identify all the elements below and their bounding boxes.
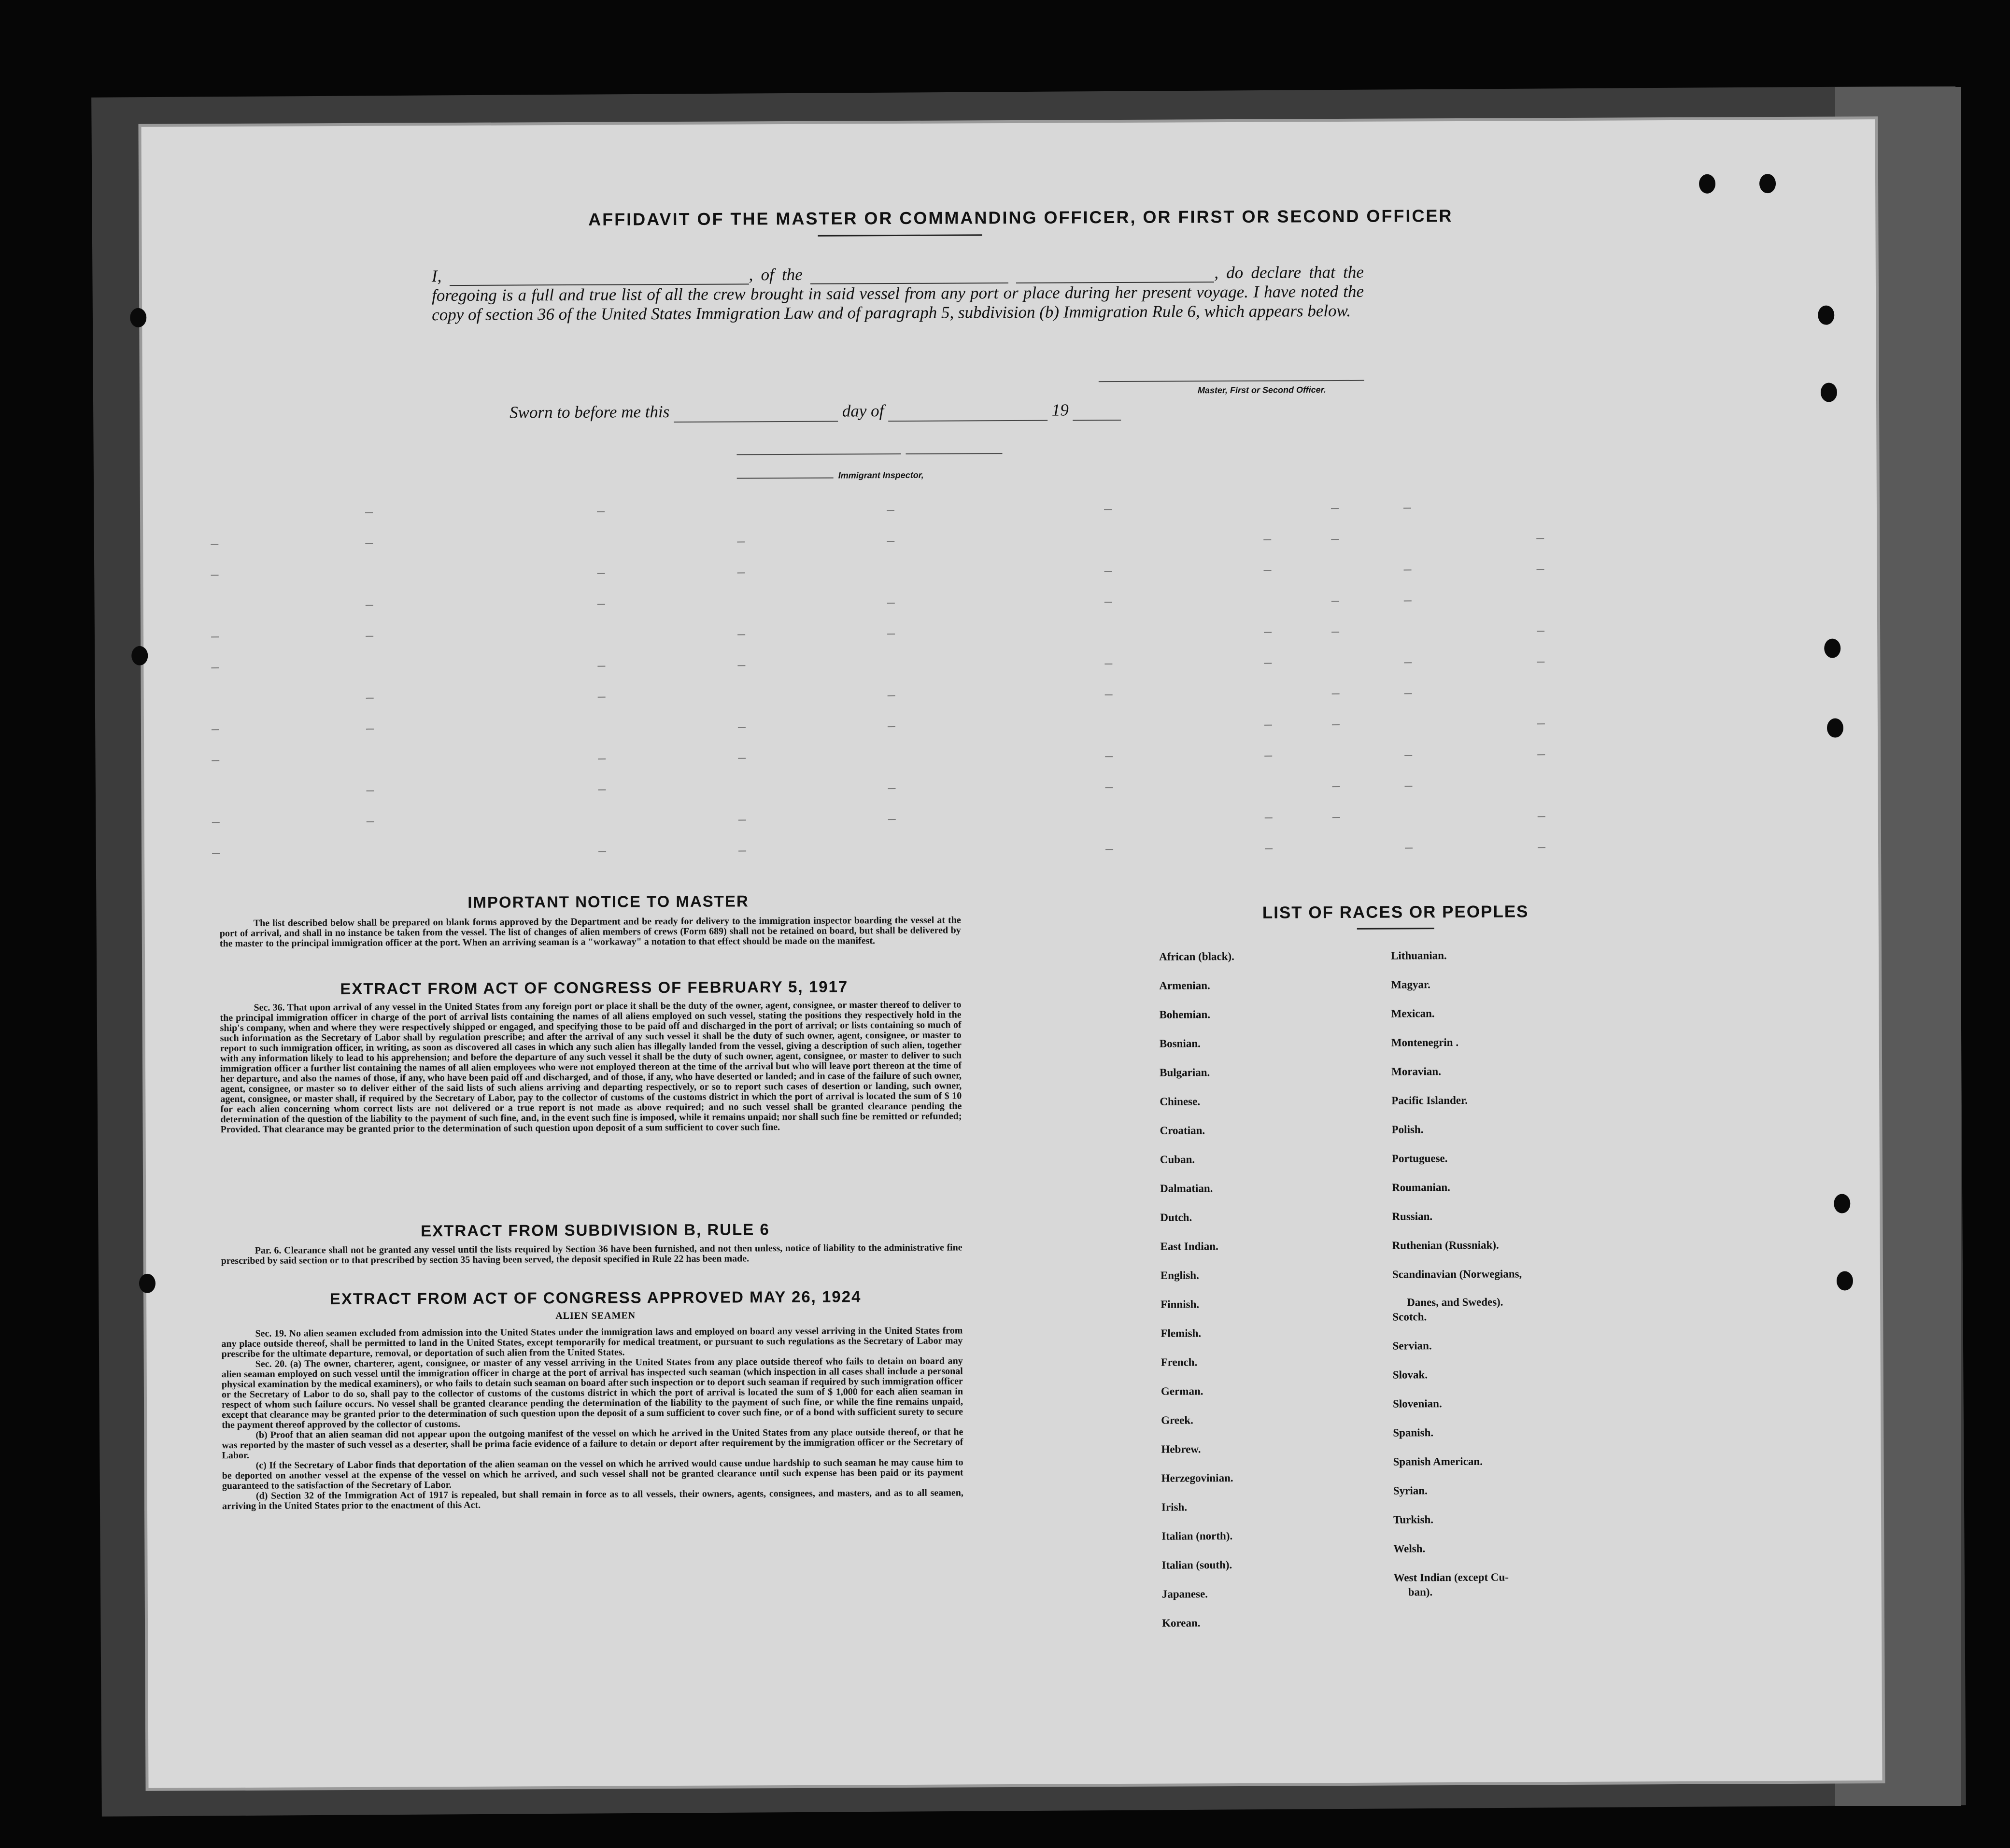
faint-dash: [1104, 663, 1112, 664]
faint-dash: [367, 790, 374, 791]
faint-dash: [1538, 816, 1545, 817]
faint-dash: [738, 727, 746, 728]
faint-dash: [1536, 538, 1544, 539]
race-item: Lithuanian.: [1390, 949, 1447, 962]
master-signature-line[interactable]: [1099, 380, 1364, 382]
sworn-month-field[interactable]: [888, 401, 1047, 422]
faint-dash: [738, 819, 746, 820]
race-item: Pacific Islander.: [1391, 1094, 1468, 1107]
faint-dash: [737, 665, 745, 666]
punch-hole: [130, 308, 146, 327]
race-item: ban).: [1408, 1586, 1433, 1598]
declaration-text: that the foregoing is a full and true list of all the crew brought in said vessel from any port or place during her present voyage. I have noted the copy of section 36 of the United States Immigration Law and of paragraph 5, subdivision (b) Immigration Rule 6, which appears below.: [431, 262, 1364, 324]
race-item: Ruthenian (Russniak).: [1392, 1239, 1499, 1252]
faint-dash: [1537, 662, 1544, 663]
faint-dash: [211, 575, 219, 576]
faint-dash: [597, 666, 605, 667]
faint-dash: [1105, 787, 1113, 788]
race-item: West Indian (except Cu-: [1393, 1571, 1509, 1584]
race-item: Greek.: [1161, 1414, 1193, 1426]
faint-dash: [211, 667, 219, 668]
faint-dash: [1537, 631, 1544, 632]
inspector-signature-line-2[interactable]: [906, 453, 1002, 454]
race-item: Mexican.: [1391, 1007, 1435, 1020]
faint-dash: [366, 698, 374, 699]
race-item: Montenegrin .: [1391, 1036, 1459, 1049]
faint-dash: [598, 851, 606, 852]
faint-dash: [887, 603, 895, 604]
faint-dash: [1331, 508, 1339, 509]
faint-dash: [1264, 663, 1272, 664]
faint-dash: [887, 634, 895, 635]
faint-dash: [1404, 693, 1412, 694]
faint-dash: [1105, 756, 1113, 757]
title-underline: [818, 234, 982, 236]
faint-dash: [1265, 848, 1273, 849]
faint-dash: [887, 541, 894, 542]
race-item: Finnish.: [1161, 1298, 1200, 1311]
race-item: Servian.: [1392, 1340, 1432, 1352]
race-item: Herzegovinian.: [1161, 1472, 1233, 1484]
race-item: Cuban.: [1160, 1153, 1195, 1166]
sec20a-text: Sec. 20. (a) The owner, charterer, agent, consignee, or master of any vessel arriving in the United States from any place outside thereof who fails to detain on board any alien seaman employed on such vessel until the immigration officer in charge at the port of arrival has inspected such seaman (which inspection in all cases shall include a personal physical examination by the medical examiners), or who fails to detain such seaman on board after such inspection or to deport such seaman if required by such immigration officer or the Secretary of Labor to do so, shall pay to the collector of customs of the customs district in which the port of arrival is located the sum of $ 1,000 for each alien seaman in respect of whom such failure occurs. No vessel shall be granted clearance pending the determination of the liability to the payment of such fine, or while the fine remains unpaid, except that clearance may be granted prior to the determination of such question upon the deposit of a sum sufficient to cover such fine, or of a bond with sufficient surety to secure the payment thereof approved by the collector of customs.: [221, 1355, 963, 1431]
race-item: Hebrew.: [1161, 1443, 1201, 1455]
vessel-field[interactable]: [810, 263, 1008, 284]
punch-hole: [139, 1274, 156, 1293]
sec20c-text: (c) If the Secretary of Labor finds that deportation of the alien seaman on the vessel on which he arrived would cause undue hardship to such seaman he may cause him to be deported on another vessel at the expense of the vessel on which he arrived, and such vessel shall not be granted clearance until such expense has been paid or its payment guaranteed to the satisfaction of the Secretary of Labor.: [222, 1457, 963, 1492]
faint-dash: [212, 822, 220, 823]
faint-dash: [597, 511, 605, 512]
race-item: Japanese.: [1161, 1588, 1208, 1600]
race-item: Polish.: [1391, 1123, 1424, 1136]
faint-dash: [598, 697, 606, 698]
races-title-underline: [1357, 928, 1434, 930]
faint-dash: [1404, 569, 1412, 570]
race-item: Bohemian.: [1159, 1008, 1211, 1021]
faint-dash: [367, 821, 374, 822]
faint-dash: [888, 788, 896, 789]
notice-title: IMPORTANT NOTICE TO MASTER: [467, 892, 749, 911]
faint-dash: [1105, 694, 1113, 695]
faint-dash: [212, 729, 219, 730]
race-item: Scotch.: [1392, 1311, 1427, 1323]
punch-hole: [1837, 1271, 1853, 1290]
faint-dash: [598, 759, 606, 760]
sec20b-text: (b) Proof that an alien seaman did not appear upon the outgoing manifest of the vessel on which he arrived in the United States from any place outside thereof, or that he was reported by the master of such vessel as a deserter, shall be prima facie evidence of a failure to detain or deport after requirement by the immigration officer or the Secretary of Labor.: [222, 1426, 963, 1461]
race-item: Roumanian.: [1392, 1181, 1450, 1194]
race-item: Korean.: [1161, 1617, 1201, 1629]
faint-dash: [1331, 632, 1339, 633]
faint-dash: [1105, 849, 1113, 850]
race-item: African (black).: [1159, 950, 1234, 963]
race-item: German.: [1161, 1385, 1203, 1397]
faint-dash: [1404, 786, 1412, 787]
race-item: English.: [1160, 1269, 1199, 1282]
punch-hole: [1821, 383, 1837, 402]
master-signature-label: Master, First or Second Officer.: [1197, 385, 1326, 395]
affidavit-declaration: [432, 262, 1364, 324]
faint-dash: [1331, 539, 1339, 540]
faint-dash: [1264, 570, 1272, 571]
faint-dash: [738, 850, 746, 851]
race-item: Bosnian.: [1159, 1037, 1201, 1050]
faint-dash: [737, 541, 745, 542]
inspector-name-line[interactable]: [737, 478, 834, 479]
faint-dash: [1404, 662, 1412, 663]
faint-dash: [888, 726, 895, 727]
race-item: Moravian.: [1391, 1065, 1441, 1078]
punch-hole: [1834, 1194, 1850, 1213]
race-item: Slovenian.: [1393, 1397, 1442, 1410]
faint-dash: [1537, 754, 1545, 755]
race-item: Armenian.: [1159, 979, 1210, 992]
faint-dash: [366, 729, 374, 730]
punch-hole: [131, 646, 148, 665]
race-item: Italian (north).: [1161, 1530, 1233, 1542]
sec20d-text: (d) Section 32 of the Immigration Act of 1917 is repealed, but shall remain in force as to all vessels, their owners, agents, consignees, and masters, and as to all seamen, arriving in the United States prior to the enactment of this Act.: [222, 1487, 963, 1512]
faint-dash: [1104, 602, 1112, 603]
faint-dash: [212, 853, 220, 854]
year-field[interactable]: [1073, 400, 1121, 421]
inspector-signature-line[interactable]: [736, 453, 901, 455]
day-of-label: day of: [842, 401, 884, 421]
faint-dash: [1104, 509, 1112, 510]
race-item: Welsh.: [1393, 1542, 1426, 1555]
extract-1917-text: Sec. 36. That upon arrival of any vessel in the United States from any foreign port or place it shall be the duty of the owner, agent, consignee, or master thereof to deliver to the principal immigration officer in charge of the port of arrival lists containing the names of all aliens employed on such vessel, stating the positions they respectively hold in the ship's company, when and where they were respectively shipped or engaged, and specifying those to be paid off and discharged in the port of arrival; or lists containing so much of such information as the Secretary of Labor shall by regulation prescribe; and after the arrival of any such vessel it shall be the duty of such owner, agent, consignee, or master to report to such immigration officer, in writing, as soon as discovered all cases in which any such alien has illegally landed from the vessel, giving a description of such alien, together with any information likely to lead to his apprehension; and before the departure of any such vessel it shall be the duty of such owner, agent, consignee, or master to deliver to such immigration officer a further list containing the names of all alien employees who were not employed thereon at the time of the arrival but who will leave port thereon at the time of her departure, and also the names of those, if any, who have been paid off and discharged, and of those, if any, who have deserted or landed; and in case of the failure of such owner, agent, consignee, or master so to deliver either of the said lists of such aliens arriving and departing respectively, or so to report such cases of desertion or landing, such owner, agent, consignee, or master shall, if required by the Secretary of Labor, pay to the collector of customs of the customs district in which the port of arrival is located the sum of $ 10 for each alien concerning whom correct lists are not delivered or a true report is not made as above required; and no such vessel shall be granted clearance pending the determination of the question of the liability to the payment of such fine, and, in the event such fine is imposed, while it remains unpaid; nor shall such fine be remitted or refunded; Provided. That clearance may be granted prior to the determination of such question upon deposit of a sum sufficient to cover such fine.: [220, 999, 962, 1135]
punch-hole: [1827, 718, 1843, 737]
race-item: Dutch.: [1160, 1211, 1192, 1224]
faint-dash: [211, 636, 219, 637]
faint-dash: [1404, 600, 1412, 601]
race-item: Chinese.: [1160, 1095, 1201, 1108]
faint-dash: [1537, 569, 1544, 570]
notice-text: The list described below shall be prepared on blank forms approved by the Department and be ready for delivery to the immigration inspector boarding the vessel at the port of arrival, and shall in no instance be taken from the vessel. The list of changes of alien members of crews (Form 689) shall not be retained on board, but shall be delivered by the master to the principal immigration officer at the port. When an arriving seaman is a "workaway" a notation to that effect should be made on the manifest.: [219, 915, 961, 949]
faint-dash: [738, 758, 746, 759]
do-declare-label: , do declare: [1214, 263, 1302, 282]
extract-1924-title: EXTRACT FROM ACT OF CONGRESS APPROVED MAY 26, 1924: [329, 1287, 862, 1308]
i-label: I,: [431, 267, 442, 286]
sworn-text: Sworn to before me this: [510, 402, 670, 422]
race-item: Scandinavian (Norwegians,: [1392, 1268, 1522, 1281]
race-item: East Indian.: [1160, 1240, 1218, 1253]
faint-dash: [887, 510, 894, 511]
race-item: Irish.: [1161, 1501, 1188, 1513]
race-item: Croatian.: [1160, 1124, 1205, 1137]
faint-dash: [1104, 571, 1112, 572]
race-item: Russian.: [1392, 1210, 1433, 1223]
faint-dash: [1331, 601, 1339, 602]
punch-hole: [1759, 174, 1776, 193]
race-item: French.: [1161, 1356, 1198, 1368]
faint-dash: [888, 819, 896, 820]
faint-dash: [366, 605, 373, 606]
faint-dash: [1538, 847, 1545, 848]
race-item: Bulgarian.: [1160, 1066, 1210, 1079]
race-item: Flemish.: [1161, 1327, 1202, 1340]
race-item: Turkish.: [1393, 1513, 1434, 1526]
extract-1924-body: [221, 1326, 963, 1511]
extract-1917-title: EXTRACT FROM ACT OF CONGRESS OF FEBRUARY 5, 1917: [340, 977, 849, 998]
name-field[interactable]: [449, 264, 749, 286]
punch-hole: [1818, 306, 1834, 325]
faint-dash: [888, 695, 895, 696]
race-item: Dalmatian.: [1160, 1182, 1213, 1195]
race-item: Magyar.: [1391, 978, 1430, 991]
faint-dash: [737, 634, 745, 635]
faint-dash: [365, 512, 373, 513]
faint-dash: [597, 573, 605, 574]
faint-dash: [211, 544, 218, 545]
faint-dash: [737, 572, 745, 573]
extract-1924-subtitle: ALIEN SEAMEN: [555, 1310, 636, 1322]
affidavit-title: AFFIDAVIT OF THE MASTER OR COMMANDING OFFICER, OR FIRST OR SECOND OFFICER: [588, 205, 1453, 229]
extract-rule6-title: EXTRACT FROM SUBDIVISION B, RULE 6: [421, 1220, 770, 1240]
race-item: Syrian.: [1393, 1484, 1428, 1497]
races-title: LIST OF RACES OR PEOPLES: [1262, 902, 1529, 922]
faint-dash: [1405, 847, 1413, 848]
race-item: Portuguese.: [1391, 1152, 1448, 1165]
race-item: Danes, and Swedes).: [1407, 1296, 1503, 1309]
faint-dash: [365, 543, 373, 544]
race-item: Spanish American.: [1393, 1455, 1483, 1468]
faint-dash: [1264, 725, 1272, 726]
of-the-label: , of the: [749, 265, 803, 284]
race-item: Spanish.: [1393, 1426, 1434, 1439]
faint-dash: [1332, 817, 1340, 818]
punch-hole: [1699, 174, 1715, 194]
race-item: Slovak.: [1392, 1368, 1428, 1381]
manifest-page: [142, 119, 1883, 1788]
faint-dash: [1332, 724, 1340, 725]
faint-dash: [597, 604, 605, 605]
faint-dash: [1404, 755, 1412, 756]
punch-hole: [1824, 639, 1840, 658]
inspector-label: Immigrant Inspector,: [838, 470, 924, 480]
year-prefix: 19: [1051, 400, 1069, 420]
sworn-statement: [510, 400, 1121, 423]
sworn-day-field[interactable]: [674, 402, 838, 423]
faint-dash: [1537, 723, 1545, 724]
faint-dash: [1264, 632, 1272, 633]
faint-dash: [1332, 693, 1340, 694]
race-item: Italian (south).: [1161, 1559, 1232, 1571]
faint-dash: [1264, 756, 1272, 757]
faint-dash: [212, 760, 219, 761]
extract-rule6-text: Par. 6. Clearance shall not be granted any vessel until the lists required by Section 36 have been furnished, and not then unless, notice of liability to the administrative fine prescribed by said section or to that prescribed by section 35 having been served, the deposit specified in Rule 22 has been made.: [221, 1242, 963, 1267]
faint-dash: [366, 636, 373, 637]
sec19-text: Sec. 19. No alien seamen excluded from admission into the United States under the immigration laws and employed on board any vessel arriving in the United States from any place outside thereof, shall be permitted to land in the United States, except temporarily for medical treatment, or pursuant to such regulations as the Secretary of Labor may prescribe for the ultimate departure, removal, or deportation of such alien from the United States.: [221, 1325, 963, 1360]
vessel-field-2[interactable]: [1016, 262, 1214, 283]
faint-dash: [1263, 539, 1271, 540]
faint-dash: [1332, 786, 1340, 787]
